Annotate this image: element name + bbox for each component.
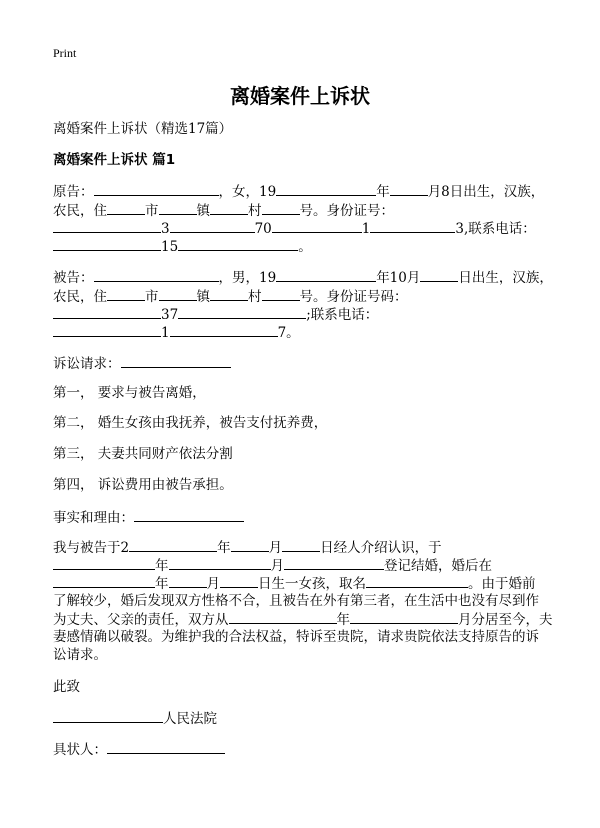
blank <box>134 508 244 522</box>
facts-label-line <box>53 508 244 527</box>
plaintiff-line-2: 农民，住 市 镇 村 号。身份证号： <box>53 203 394 219</box>
blank <box>53 556 155 570</box>
blank <box>272 219 362 233</box>
facts-line-2: 年 月 登记结婚，婚后在 <box>53 556 492 575</box>
blank <box>107 287 145 301</box>
facts-line-4: 了解较少，婚后发现双方性格不合，且被告在外有第三者，在生活中也没有尽到作 <box>53 593 539 609</box>
blank <box>231 538 269 552</box>
blank <box>53 237 161 251</box>
facts-line-6: 妻感情确以破裂。为维护我的合法权益，特诉至贵院，请求贵院依法支持原告的诉 <box>53 629 539 645</box>
blank <box>282 538 320 552</box>
blank <box>94 182 219 196</box>
plaintiff-line-3: 3 70 1 3,联系电话： <box>53 219 536 238</box>
blank <box>53 709 163 723</box>
signer-line <box>53 740 225 759</box>
blank <box>170 219 255 233</box>
claim-item: 第一， 要求与被告离婚， <box>53 385 206 401</box>
blank <box>350 610 458 624</box>
blank <box>107 201 145 215</box>
facts-label: 事实和理由： <box>53 510 134 526</box>
blank <box>220 574 258 588</box>
signer-label: 具状人： <box>53 742 107 758</box>
blank <box>170 323 278 337</box>
blank <box>169 556 271 570</box>
blank <box>107 740 225 754</box>
blank <box>420 268 458 282</box>
blank <box>94 268 219 282</box>
defendant-line-4: 1 7。 <box>53 323 300 342</box>
blank <box>129 538 217 552</box>
blank <box>178 237 298 251</box>
claim-item: 第二， 婚生女孩由我抚养，被告支付抚养费， <box>53 415 328 431</box>
blank <box>53 323 161 337</box>
blank <box>210 201 248 215</box>
blank <box>229 610 337 624</box>
defendant-line-2: 农民，住 市 镇 村 号。身份证号码： <box>53 289 408 305</box>
blank <box>284 556 384 570</box>
blank <box>370 219 455 233</box>
blank <box>53 574 155 588</box>
plaintiff-label: 原告： <box>53 184 94 200</box>
claim-item: 第三， 夫妻共同财产依法分割 <box>53 446 233 462</box>
blank <box>53 219 161 233</box>
blank <box>159 287 197 301</box>
blank <box>366 574 468 588</box>
blank <box>210 287 248 301</box>
court-line: 人民法院 <box>53 709 217 728</box>
blank <box>262 201 300 215</box>
blank <box>169 574 207 588</box>
blank <box>390 182 428 196</box>
defendant-line-3: 37 ;联系电话： <box>53 305 378 324</box>
claim-item: 第四， 诉讼费用由被告承担。 <box>53 477 233 493</box>
facts-line-7: 讼请求。 <box>53 647 107 663</box>
subtitle: 离婚案件上诉状（精选17篇） <box>53 121 233 137</box>
plaintiff-line-4: 15 。 <box>53 237 312 256</box>
blank <box>262 287 300 301</box>
blank <box>276 268 376 282</box>
facts-line-3: 年 月 日生一女孩，取名 。由于婚前 <box>53 574 536 593</box>
defendant-label: 被告： <box>53 270 94 286</box>
section-heading: 离婚案件上诉状 篇1 <box>53 152 176 168</box>
closing: 此致 <box>53 679 80 695</box>
blank <box>178 305 306 319</box>
blank <box>121 354 231 368</box>
facts-line-1: 我与被告于2 年 月 日经人介绍认识，于 <box>53 540 442 556</box>
page-title: 离婚案件上诉状 <box>230 84 370 108</box>
print-label[interactable]: Print <box>53 46 77 60</box>
claims-label-line <box>53 354 231 373</box>
defendant-line-1: 被告： ，男，19 年10月 日出生，汉族， <box>53 270 553 286</box>
blank <box>159 201 197 215</box>
blank <box>53 305 161 319</box>
plaintiff-line-1: 原告： ，女，19 年 月8日出生，汉族， <box>53 184 545 200</box>
blank <box>276 182 376 196</box>
claims-label: 诉讼请求： <box>53 356 121 372</box>
facts-line-5: 为丈夫、父亲的责任，双方从 年 月分居至今，夫 <box>53 612 553 628</box>
